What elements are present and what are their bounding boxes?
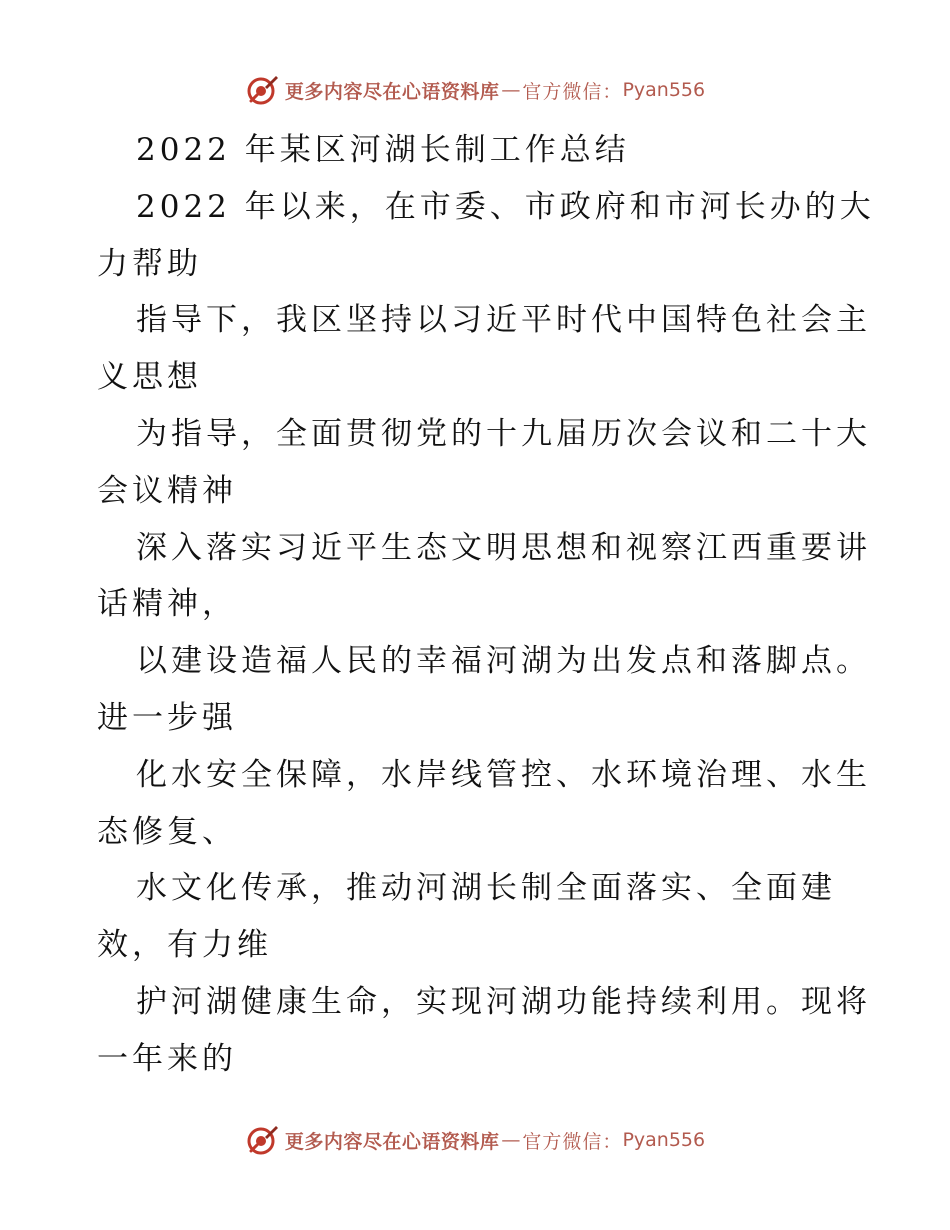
brush-logo-icon xyxy=(245,73,279,107)
document-title: 2022 年某区河湖长制工作总结 xyxy=(136,132,630,168)
text-line: 指导下，我区坚持以习近平时代中国特色社会主 xyxy=(136,302,871,339)
footer-wechat-id: Pyan556 xyxy=(622,1129,706,1151)
text-line: 护河湖健康生命，实现河湖功能持续利用。现将 xyxy=(136,983,871,1020)
footer-banner xyxy=(0,1120,950,1160)
text-line: 话精神， xyxy=(97,586,237,623)
header-banner xyxy=(0,70,950,110)
text-line: 态修复、 xyxy=(97,813,237,850)
text-line: 效，有力维 xyxy=(97,927,272,964)
footer-promo-text: 更多内容尽在心语资料库 xyxy=(284,1130,500,1153)
document-body xyxy=(97,122,875,1088)
text-line: 深入落实习近平生态文明思想和视察江西重要讲 xyxy=(136,529,871,566)
text-line: 一年来的 xyxy=(97,1040,237,1077)
header-dash: — xyxy=(501,79,521,101)
text-line: 义思想 xyxy=(97,359,202,396)
header-wechat-label: 官方微信： xyxy=(522,80,623,103)
text-line: 力帮助 xyxy=(97,245,202,282)
header-promo-text: 更多内容尽在心语资料库 xyxy=(284,80,500,103)
footer-dash: — xyxy=(501,1129,521,1151)
text-line: 2022 年以来，在市委、市政府和市河长办的大 xyxy=(136,188,875,225)
text-line: 进一步强 xyxy=(97,699,237,736)
text-line: 化水安全保障，水岸线管控、水环境治理、水生 xyxy=(136,756,871,793)
text-line: 以建设造福人民的幸福河湖为出发点和落脚点。 xyxy=(136,643,871,680)
text-line: 水文化传承，推动河湖长制全面落实、全面建 xyxy=(136,870,836,907)
footer-wechat-label: 官方微信： xyxy=(522,1130,623,1153)
text-line: 为指导，全面贯彻党的十九届历次会议和二十大 xyxy=(136,415,871,452)
text-line: 会议精神 xyxy=(97,472,237,509)
header-wechat-id: Pyan556 xyxy=(622,79,706,101)
brush-logo-icon xyxy=(245,1123,279,1157)
